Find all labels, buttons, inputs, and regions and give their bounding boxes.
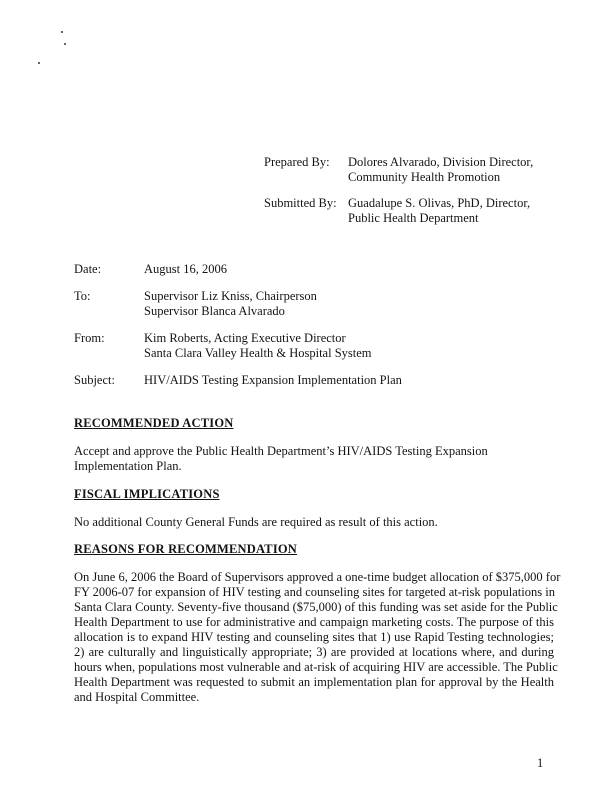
- paragraph-line: allocation is to expand HIV testing and counseling sites that 1) use Rapid Testing technologies;: [74, 630, 554, 644]
- memo-date-row: [74, 262, 227, 277]
- fiscal-implications-heading: FISCAL IMPLICATIONS: [74, 487, 220, 501]
- submitted-by-row: [264, 196, 530, 226]
- submitted-by-line: Guadalupe S. Olivas, PhD, Director,: [348, 196, 531, 210]
- paragraph-line: 2) are culturally and linguistically appropriate; 3) are provided at locations where, and during: [74, 645, 554, 659]
- prepared-by-row: [264, 155, 533, 185]
- submitted-by-value: [348, 196, 530, 226]
- memo-from-label: From:: [74, 331, 105, 345]
- paragraph-line: On June 6, 2006 the Board of Supervisors approved a one-time budget allocation of $375,000 for: [74, 570, 561, 584]
- scan-speck: [64, 43, 66, 45]
- page-number: 1: [537, 756, 544, 770]
- prepared-by-line: Community Health Promotion: [348, 170, 501, 184]
- scan-speck: [38, 62, 40, 64]
- memo-subject-row: [74, 373, 402, 388]
- memo-subject-value: [144, 373, 402, 388]
- paragraph-line: No additional County General Funds are required as result of this action.: [74, 515, 438, 529]
- paragraph-line: Accept and approve the Public Health Department’s HIV/AIDS Testing Expansion: [74, 444, 488, 458]
- memo-to-line: Supervisor Blanca Alvarado: [144, 304, 285, 318]
- memo-from-row: [74, 331, 372, 361]
- memo-from-line: Santa Clara Valley Health & Hospital System: [144, 346, 372, 360]
- memo-subject-text: HIV/AIDS Testing Expansion Implementation Plan: [144, 373, 402, 387]
- paragraph-line: and Hospital Committee.: [74, 690, 200, 704]
- memo-subject-label: Subject:: [74, 373, 115, 387]
- memo-date-label: Date:: [74, 262, 102, 276]
- prepared-by-label: Prepared By:: [264, 155, 330, 169]
- memo-to-value: [144, 289, 317, 319]
- paragraph-line: hours when, populations most vulnerable and at-risk of acquiring HIV are accessible. The Public: [74, 660, 558, 674]
- paragraph-line: Health Department was requested to submit an implementation plan for approval by the Health: [74, 675, 554, 689]
- memo-to-row: [74, 289, 317, 319]
- memo-to-label: To:: [74, 289, 91, 303]
- scan-speck: [61, 31, 63, 33]
- paragraph-line: Santa Clara County. Seventy-five thousand ($75,000) of this funding was set aside for the Public: [74, 600, 558, 614]
- prepared-by-value: [348, 155, 533, 185]
- memo-from-value: [144, 331, 372, 361]
- paragraph-line: Implementation Plan.: [74, 459, 182, 473]
- memo-to-line: Supervisor Liz Kniss, Chairperson: [144, 289, 317, 303]
- reasons-heading: REASONS FOR RECOMMENDATION: [74, 542, 298, 556]
- paragraph-line: Health Department to use for administrative and campaign marketing costs. The purpose of this: [74, 615, 554, 629]
- fiscal-implications-text: [74, 515, 554, 530]
- paragraph-line: FY 2006-07 for expansion of HIV testing and counseling sites for targeted at-risk populations in: [74, 585, 555, 599]
- memo-from-line: Kim Roberts, Acting Executive Director: [144, 331, 346, 345]
- prepared-by-line: Dolores Alvarado, Division Director,: [348, 155, 534, 169]
- submitted-by-label: Submitted By:: [264, 196, 337, 210]
- reasons-text: [74, 570, 561, 705]
- submitted-by-line: Public Health Department: [348, 211, 479, 225]
- recommended-action-heading: RECOMMENDED ACTION: [74, 416, 234, 430]
- memo-date-value: [144, 262, 227, 277]
- memo-date-text: August 16, 2006: [144, 262, 227, 276]
- recommended-action-text: [74, 444, 554, 474]
